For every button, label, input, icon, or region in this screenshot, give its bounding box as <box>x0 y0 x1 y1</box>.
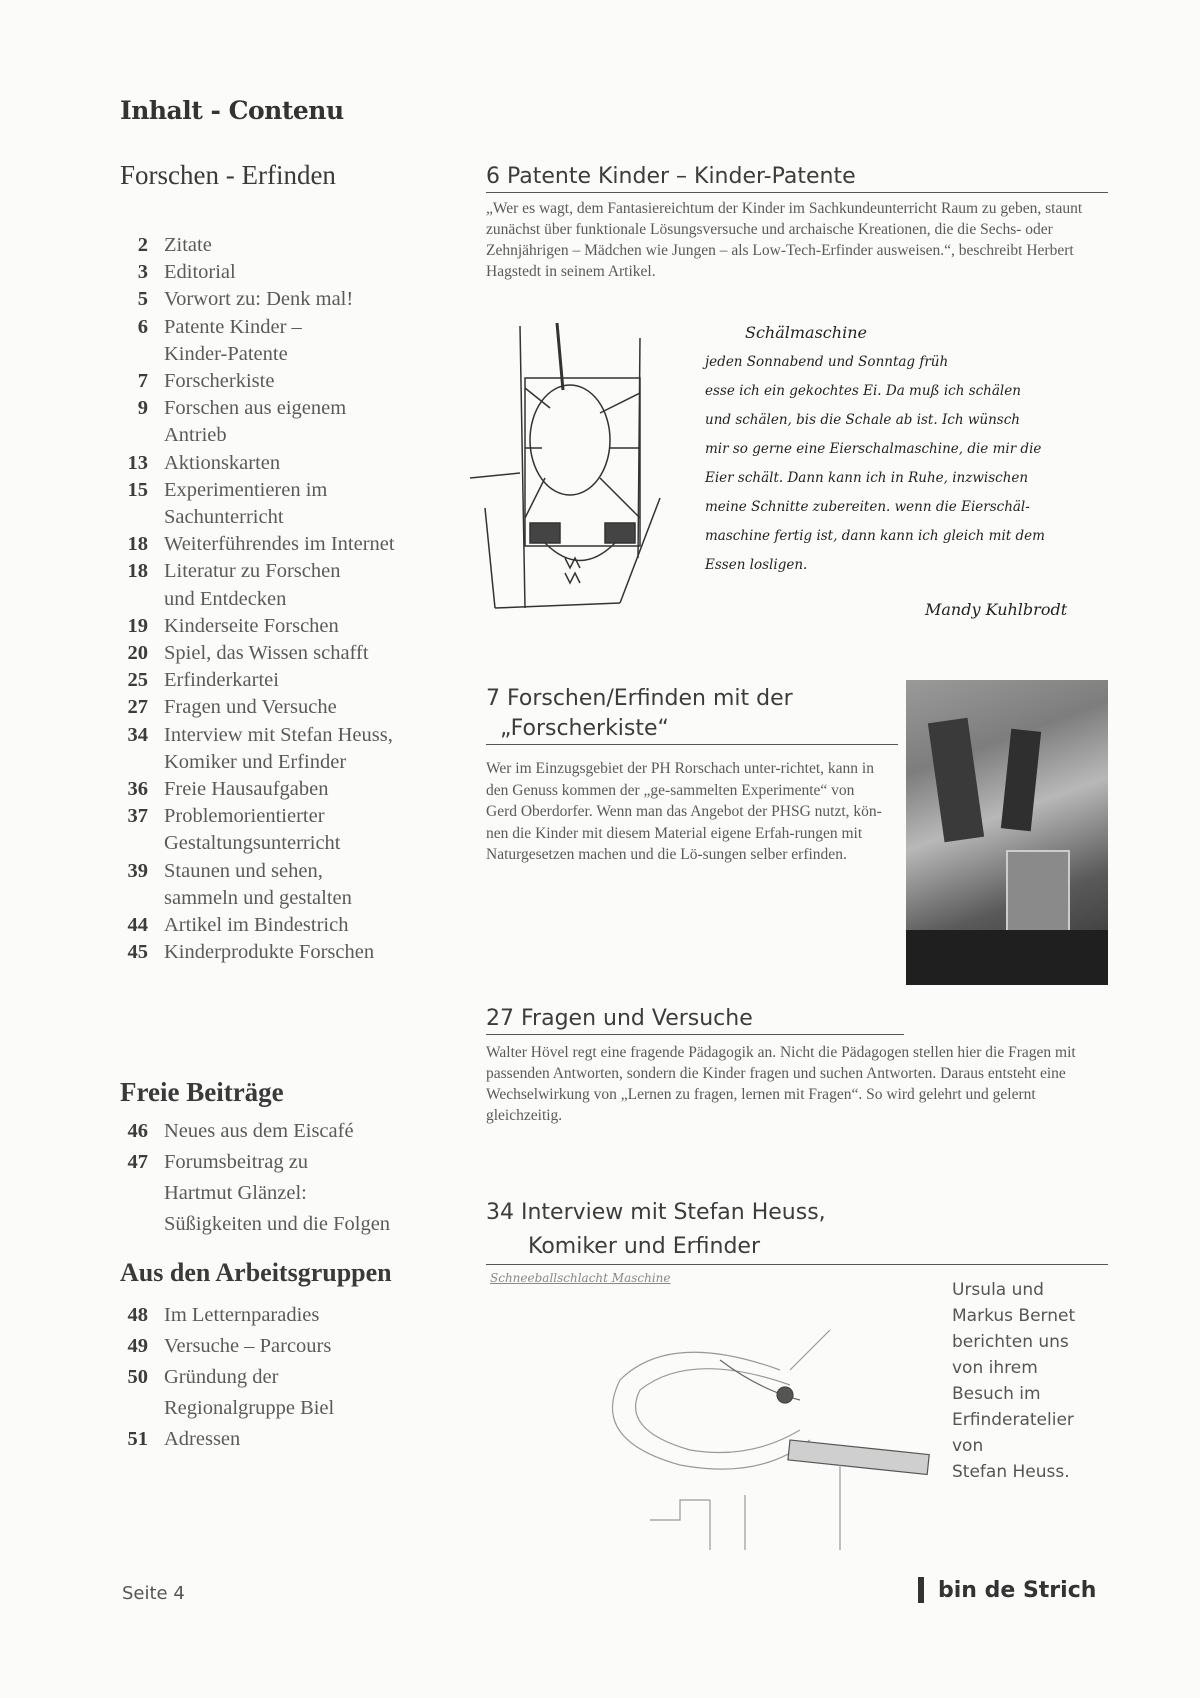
toc-page-number: 44 <box>127 914 148 937</box>
toc-item[interactable] <box>120 694 460 721</box>
sketch-title: Schneeballschlacht Maschine <box>490 1271 671 1285</box>
toc-page-number: 34 <box>127 723 148 746</box>
interview-side-text: Ursula und Markus Bernet berichten uns von ihrem Besuch im Erfinderatelier von Stefan Heuss. <box>952 1280 1076 1482</box>
toc-item-title: Literatur zu Forschen und Entdecken <box>164 560 341 610</box>
toc-item-title: Editorial <box>164 261 236 284</box>
toc-item[interactable] <box>120 613 460 640</box>
toc-item-title: Kinderseite Forschen <box>164 614 339 637</box>
toc-page-number: 19 <box>127 614 148 637</box>
toc-item[interactable] <box>120 1331 460 1362</box>
brand-text: bin de Strich <box>938 1577 1097 1603</box>
toc-list-forschen <box>120 232 460 966</box>
toc-item[interactable] <box>120 640 460 667</box>
toc-page-number: 3 <box>137 261 148 284</box>
toc-item[interactable] <box>120 558 460 612</box>
toc-item-title: Kinderprodukte Forschen <box>164 941 375 964</box>
toc-item-title: Im Letternparadies <box>164 1304 320 1326</box>
toc-item[interactable] <box>120 395 460 449</box>
toc-item-title: Freie Hausaufgaben <box>164 778 329 801</box>
page-number-label: Seite 4 <box>122 1583 185 1604</box>
handwritten-line: und schälen, bis die Schale ab ist. Ich wünsch <box>705 412 1020 428</box>
toc-item[interactable] <box>120 232 460 259</box>
toc-item-title: Forscherkiste <box>164 370 275 393</box>
toc-page-number: 15 <box>127 478 148 501</box>
toc-list-arbeitsgruppen <box>120 1300 460 1455</box>
toc-item-title: Zitate <box>164 234 212 256</box>
toc-item[interactable] <box>120 314 460 368</box>
toc-item-title: Adressen <box>164 1428 241 1450</box>
article-heading-forscherkiste-line1: 7 Forschen/Erfinden mit der <box>486 686 793 711</box>
handwritten-signature: Mandy Kuhlbrodt <box>925 600 1068 619</box>
handwritten-line: maschine fertig ist, dann kann ich gleich mit dem <box>705 528 1045 544</box>
article-body-fragen: Walter Hövel regt eine fragende Pädagogik an. Nicht die Pädagogen stellen hier die Fragen mit passenden Antworten, sondern die Kinder fragen und suchen Antworten. Daraus entsteht eine Wechselwirkung von „Lernen zu fragen, lernen mit Fragen“. So wird gelehrt und gelernt gleichzeitig. <box>486 1044 1076 1124</box>
toc-item[interactable] <box>120 531 460 558</box>
toc-page-number: 25 <box>127 669 148 692</box>
toc-page-number: 49 <box>127 1335 148 1357</box>
toc-item[interactable] <box>120 1362 460 1424</box>
toc-page-number: 39 <box>127 859 148 882</box>
article-heading-fragen[interactable]: 27 Fragen und Versuche <box>486 1004 904 1035</box>
toc-list-freie-beitraege <box>120 1116 460 1240</box>
article-heading-interview[interactable] <box>486 1196 1108 1265</box>
section-heading-forschen: Forschen - Erfinden <box>120 160 336 190</box>
toc-item-title: Artikel im Bindestrich <box>164 914 349 937</box>
handwritten-line: jeden Sonnabend und Sonntag früh <box>705 354 949 370</box>
toc-item-title: Weiterführendes im Internet <box>164 533 395 556</box>
snowball-machine-sketch <box>540 1290 930 1550</box>
handwritten-text <box>705 348 1105 580</box>
toc-item[interactable] <box>120 803 460 857</box>
handwritten-line: meine Schnitte zubereiten. wenn die Eierschäl- <box>705 499 1030 515</box>
section-heading-freie-beitraege: Freie Beiträge <box>120 1077 284 1107</box>
toc-item-title: Spiel, das Wissen schafft <box>164 642 369 665</box>
toc-page-number: 9 <box>137 397 148 420</box>
toc-item-title: Neues aus dem Eiscafé <box>164 1120 354 1142</box>
toc-page-number: 13 <box>127 451 148 474</box>
toc-item[interactable] <box>120 259 460 286</box>
toc-item[interactable] <box>120 1424 460 1455</box>
toc-item[interactable] <box>120 1116 460 1147</box>
toc-item[interactable] <box>120 722 460 776</box>
handwritten-line: mir so gerne eine Eierschalmaschine, die mir die <box>705 441 1042 457</box>
toc-page-number: 18 <box>127 560 148 583</box>
toc-page-number: 36 <box>127 778 148 801</box>
toc-item[interactable] <box>120 939 460 966</box>
toc-page-number: 48 <box>127 1304 148 1326</box>
toc-page-number: 6 <box>137 315 148 338</box>
toc-page-number: 51 <box>127 1428 148 1450</box>
handwritten-line: Essen losligen. <box>705 557 808 573</box>
toc-item-title: Gründung der Regionalgruppe Biel <box>164 1366 335 1419</box>
toc-item[interactable] <box>120 286 460 313</box>
handwritten-line: esse ich ein gekochtes Ei. Da muß ich schälen <box>705 383 1021 399</box>
toc-page-number: 50 <box>127 1366 148 1388</box>
forscherkiste-photo <box>906 680 1108 985</box>
page-title: Inhalt - Contenu <box>120 96 344 125</box>
toc-page-number: 2 <box>137 234 148 256</box>
article-heading-forscherkiste[interactable] <box>486 684 898 745</box>
toc-item[interactable] <box>120 450 460 477</box>
toc-page-number: 18 <box>127 533 148 556</box>
toc-item-title: Experimentieren im Sachunterricht <box>164 478 328 529</box>
section-heading-arbeitsgruppen: Aus den Arbeitsgruppen <box>120 1258 392 1287</box>
toc-page-number: 20 <box>127 642 148 665</box>
toc-item[interactable] <box>120 667 460 694</box>
handwritten-line: Eier schält. Dann kann ich in Ruhe, inzwischen <box>705 470 1029 486</box>
article-heading-interview-line1: 34 Interview mit Stefan Heuss, <box>486 1200 826 1225</box>
toc-item[interactable] <box>120 776 460 803</box>
toc-page-number: 47 <box>127 1151 148 1173</box>
toc-page-number: 46 <box>127 1120 148 1142</box>
toc-page-number: 45 <box>127 941 148 964</box>
toc-page-number: 37 <box>127 805 148 828</box>
toc-item-title: Staunen und sehen, sammeln und gestalten <box>164 859 352 909</box>
toc-item-title: Forschen aus eigenem Antrieb <box>164 397 347 447</box>
brand-logo <box>918 1577 1096 1603</box>
toc-item-title: Fragen und Versuche <box>164 696 337 719</box>
toc-item-title: Forumsbeitrag zu Hartmut Glänzel: Süßigkeiten und die Folgen <box>164 1151 391 1235</box>
toc-item[interactable] <box>120 858 460 912</box>
toc-item-title: Interview mit Stefan Heuss, Komiker und Erfinder <box>164 723 393 773</box>
brand-bar-icon <box>918 1577 924 1603</box>
article-heading-forscherkiste-line2: „Forscherkiste“ <box>500 716 669 741</box>
toc-item-title: Vorwort zu: Denk mal! <box>164 288 354 311</box>
handwritten-title: Schälmaschine <box>745 323 867 342</box>
toc-item-title: Patente Kinder – Kinder-Patente <box>164 315 302 365</box>
toc-item-title: Erfinderkartei <box>164 669 279 692</box>
toc-item[interactable] <box>120 912 460 939</box>
toc-item[interactable] <box>120 1147 460 1240</box>
article-heading-patente[interactable]: 6 Patente Kinder – Kinder-Patente <box>486 162 1108 193</box>
article-body-forscherkiste: Wer im Einzugsgebiet der PH Rorschach unter-richtet, kann in den Genuss kommen der „ge-sammelten Experimente“ von Gerd Oberdorfer. Wenn man das Angebot der PHSG nutzt, kön-nen die Kinder mit diesem Material eigene Erfah-rungen mit Naturgesetzen machen und die Lö-sungen selber erfinden. <box>486 760 882 863</box>
toc-item[interactable] <box>120 477 460 531</box>
toc-item[interactable] <box>120 1300 460 1331</box>
egg-peeler-drawing <box>470 318 680 628</box>
toc-item-title: Aktionskarten <box>164 451 281 474</box>
toc-item-title: Versuche – Parcours <box>164 1335 332 1357</box>
toc-item-title: Problemorientierter Gestaltungsunterricht <box>164 805 341 855</box>
toc-page-number: 5 <box>137 288 148 311</box>
article-body-patente: „Wer es wagt, dem Fantasiereichtum der Kinder im Sachkundeunterricht Raum zu geben, staunt zunächst über funktionale Lösungsversuche und archaische Kreationen, die die Sechs- oder Zehnjährigen – Mädchen wie Jungen – als Low-Tech-Erfinder ausweisen.“, beschreibt Herbert Hagstedt in seinem Artikel. <box>486 200 1083 280</box>
toc-page-number: 27 <box>127 696 148 719</box>
toc-item[interactable] <box>120 368 460 395</box>
toc-page-number: 7 <box>137 370 148 393</box>
article-heading-interview-line2: Komiker und Erfinder <box>528 1234 760 1259</box>
